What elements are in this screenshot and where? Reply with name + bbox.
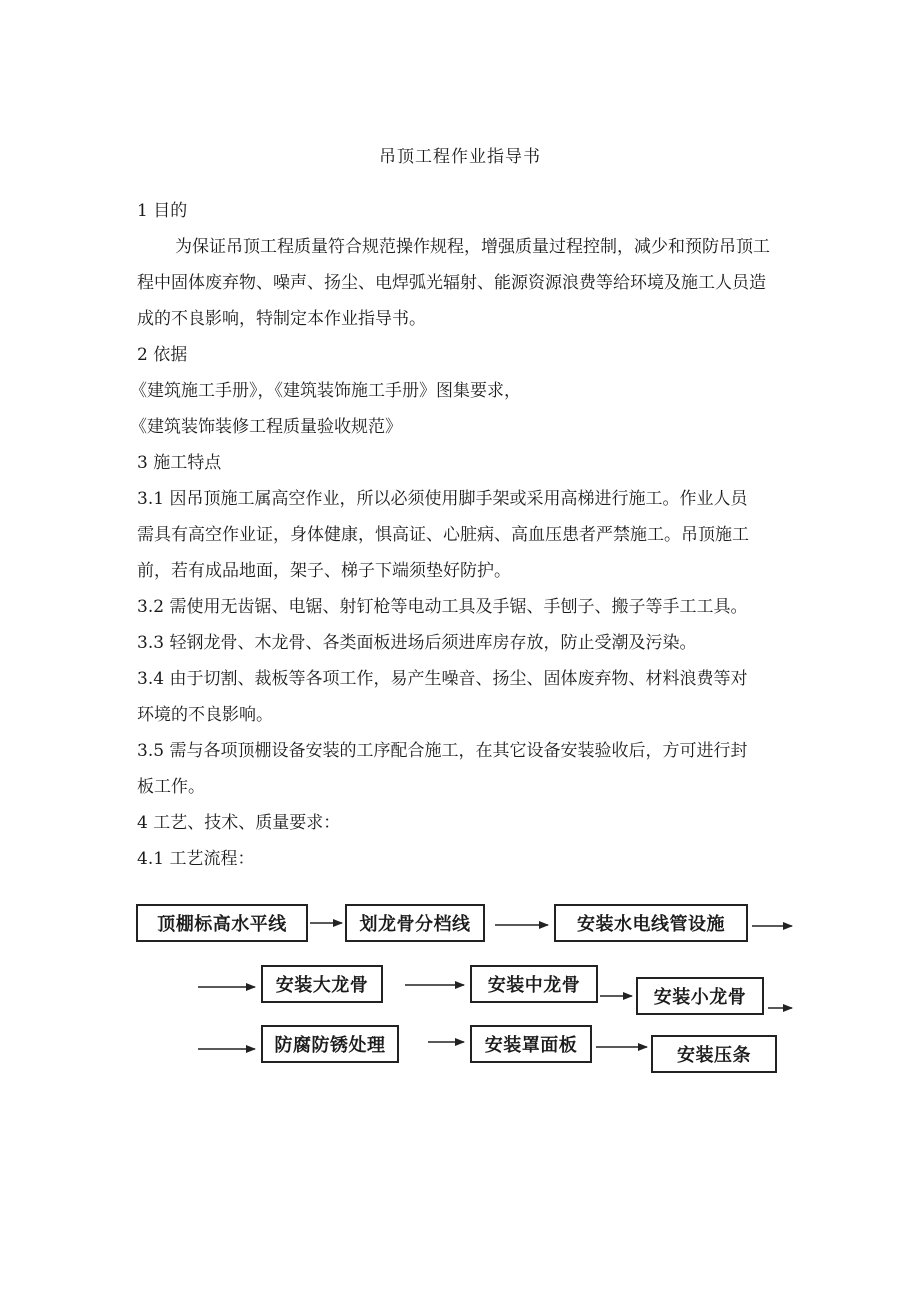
flow-step-install-cover-panel: 安装罩面板: [470, 1025, 592, 1063]
paragraph-line: 3.3 轻钢龙骨、木龙骨、各类面板进场后须进库房存放，防止受潮及污染。: [137, 633, 697, 653]
flow-step-install-small-keel: 安装小龙骨: [636, 977, 764, 1015]
flow-step-ceiling-level-line: 顶棚标高水平线: [136, 904, 308, 942]
paragraph-line: 3.2 需使用无齿锯、电锯、射钉枪等电动工具及手锯、手刨子、搬子等手工工具。: [137, 597, 748, 617]
flow-step-install-utilities: 安装水电线管设施: [554, 904, 748, 942]
paragraph-line: 程中固体废弃物、噪声、扬尘、电焊弧光辐射、能源资源浪费等给环境及施工人员造: [137, 273, 766, 293]
document-title: 吊顶工程作业指导书: [379, 147, 541, 167]
paragraph-line: 3.1 因吊顶施工属高空作业，所以必须使用脚手架或采用高梯进行施工。作业人员: [137, 489, 748, 509]
paragraph-line: 前，若有成品地面，架子、梯子下端须垫好防护。: [137, 561, 511, 581]
paragraph-line: 3.5 需与各项顶棚设备安装的工序配合施工，在其它设备安装验收后，方可进行封: [137, 741, 748, 761]
flow-step-install-main-keel: 安装大龙骨: [261, 965, 383, 1003]
paragraph-line: 成的不良影响，特制定本作业指导书。: [137, 309, 426, 329]
subsection-heading-flow: 4.1 工艺流程：: [137, 849, 255, 869]
paragraph-line: 3.4 由于切割、裁板等各项工作，易产生噪音、扬尘、固体废弃物、材料浪费等对: [137, 669, 748, 689]
flow-step-keel-layout-line: 划龙骨分档线: [345, 904, 485, 942]
paragraph-line: 板工作。: [137, 777, 205, 797]
section-heading-purpose: 1 目的: [137, 201, 188, 221]
section-heading-basis: 2 依据: [137, 345, 188, 365]
flow-step-anticorrosion: 防腐防锈处理: [261, 1025, 399, 1063]
section-heading-requirements: 4 工艺、技术、质量要求：: [137, 813, 341, 833]
paragraph-line: 为保证吊顶工程质量符合规范操作规程，增强质量过程控制，减少和预防吊顶工: [175, 237, 770, 257]
paragraph-line: 需具有高空作业证，身体健康，惧高证、心脏病、高血压患者严禁施工。吊顶施工: [137, 525, 749, 545]
flow-step-install-trim-strip: 安装压条: [651, 1035, 777, 1073]
reference-line: 《建筑施工手册》，《建筑装饰施工手册》图集要求，: [130, 381, 521, 401]
flow-step-install-middle-keel: 安装中龙骨: [470, 965, 598, 1003]
reference-line: 《建筑装饰装修工程质量验收规范》: [130, 417, 402, 437]
paragraph-line: 环境的不良影响。: [137, 705, 273, 725]
section-heading-features: 3 施工特点: [137, 453, 222, 473]
